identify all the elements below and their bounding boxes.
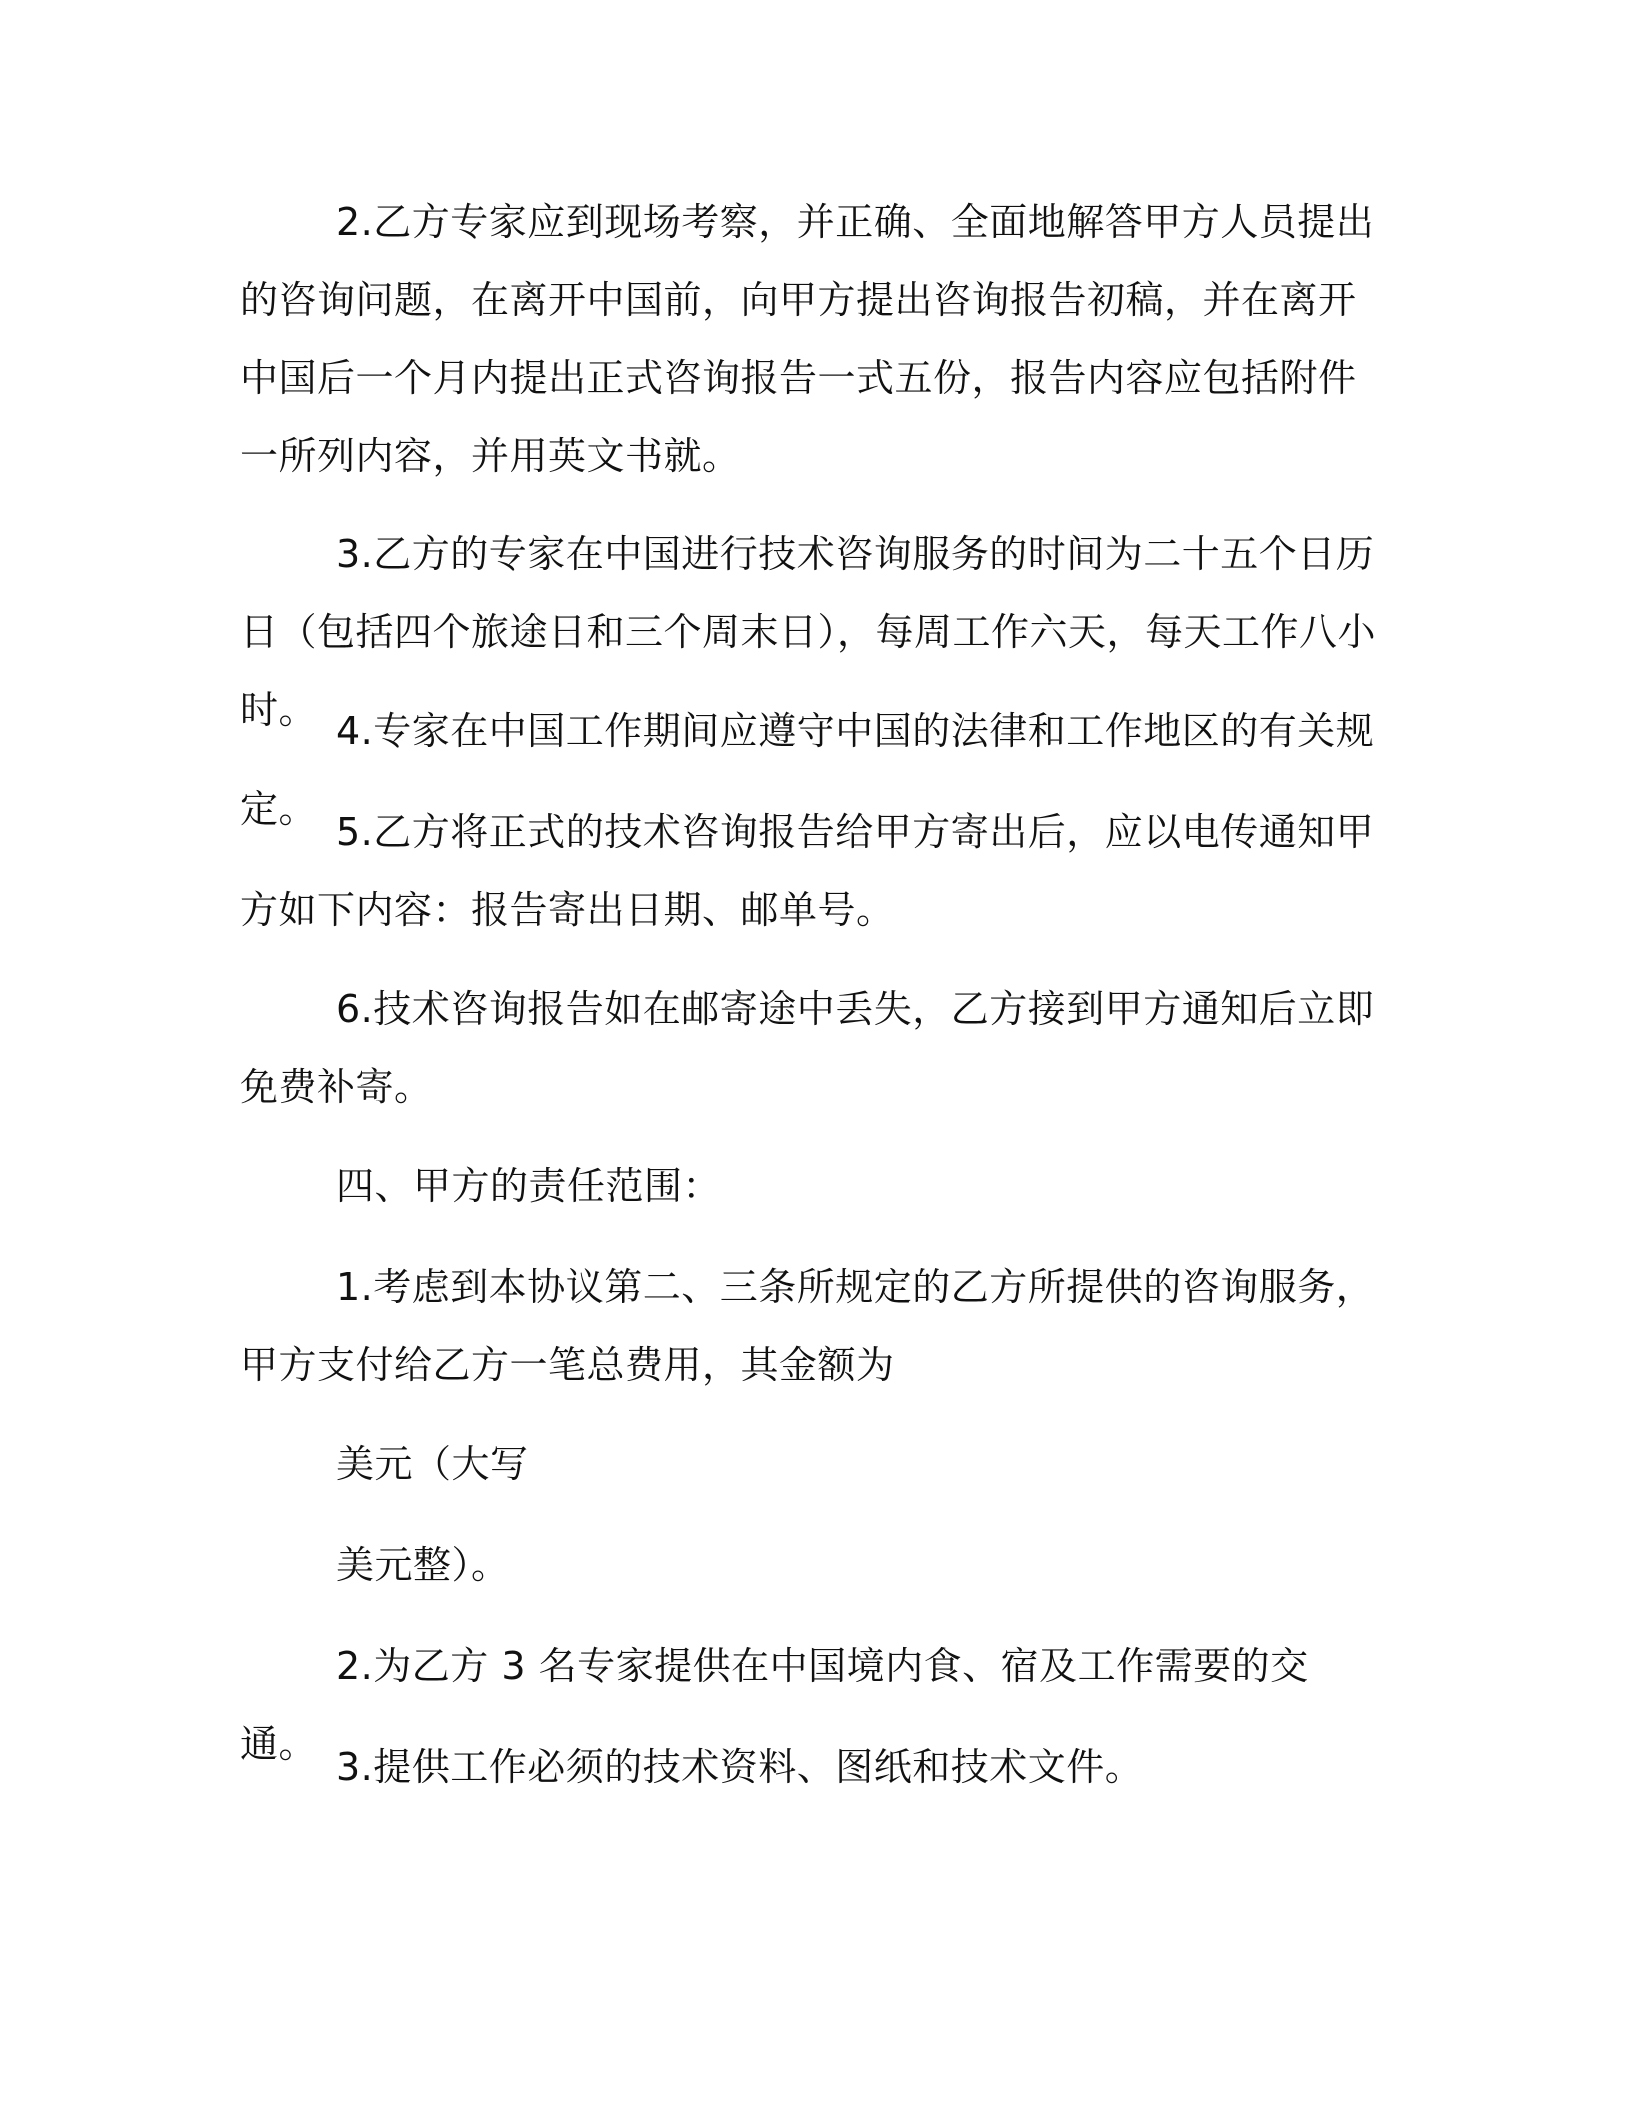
paragraph-usd-uppercase: 美元（大写 [336,1442,529,1486]
paragraph-usd-total: 美元整）。 [336,1543,510,1587]
section-heading-party-a: 四、甲方的责任范围： [336,1164,722,1208]
paragraph-accommodation: 2.为乙方 3 名专家提供在中国境内食、宿及工作需要的交通。 [240,1644,1309,1766]
paragraph-laws-compliance: 4.专家在中国工作期间应遵守中国的法律和工作地区的有关规定。 [240,709,1375,831]
paragraph-service-duration: 3.乙方的专家在中国进行技术咨询服务的时间为二十五个日历日（包括四个旅途日和三个周末日），每周工作六天，每天工作八小时。 [240,532,1377,732]
paragraph-technical-materials: 3.提供工作必须的技术资料、图纸和技术文件。 [336,1745,1144,1789]
paragraph-consulting-report: 2.乙方专家应到现场考察，并正确、全面地解答甲方人员提出的咨询问题，在离开中国前，向甲方提出咨询报告初稿，并在离开中国后一个月内提出正式咨询报告一式五份，报告内容应包括附件一所列内容，并用英文书就。 [240,200,1375,478]
paragraph-telex-notice: 5.乙方将正式的技术咨询报告给甲方寄出后，应以电传通知甲方如下内容：报告寄出日期、邮单号。 [240,810,1375,932]
paragraph-lost-report: 6.技术咨询报告如在邮寄途中丢失，乙方接到甲方通知后立即免费补寄。 [240,987,1375,1109]
paragraph-total-fee: 1.考虑到本协议第二、三条所规定的乙方所提供的咨询服务，甲方支付给乙方一笔总费用，其金额为 [240,1265,1375,1387]
